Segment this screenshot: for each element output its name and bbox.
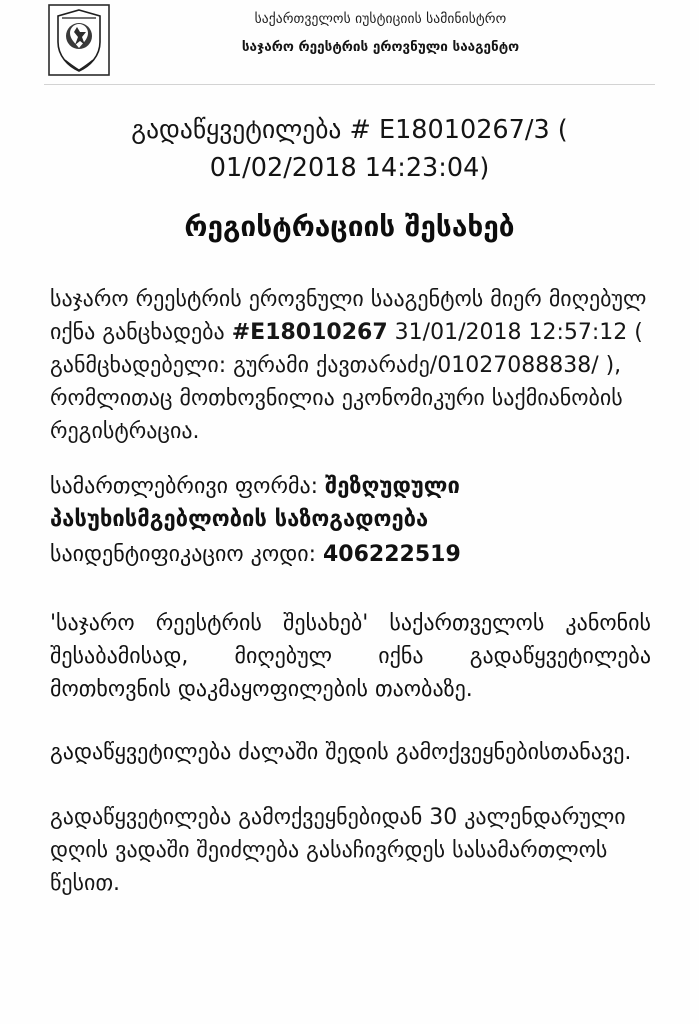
legal-form-row [50, 470, 651, 536]
intro-paragraph [50, 283, 651, 448]
intro-text-part-2: 31/01/2018 12:57:12 ( განმცხადებელი: გურამი ქავთარაძე/01027088838/ ), რომლითაც მოთხოვნილია ეკონომიკური საქმიანობის რეგისტრაცია. [50, 320, 643, 444]
agency-name: საჯარო რეესტრის ეროვნული სააგენტო [241, 39, 520, 55]
legal-form-value: შეზღუდული პასუხისმგებლობის საზოგადოება [50, 474, 460, 532]
document-body [50, 283, 651, 900]
document-subject: რეგისტრაციის შესახებ [184, 210, 515, 243]
force-paragraph-block [50, 736, 651, 769]
header-text-block [110, 4, 669, 57]
application-number: #E18010267 [231, 320, 388, 345]
identification-code-value: 406222519 [322, 542, 461, 567]
identification-code-row [50, 538, 651, 571]
appeal-paragraph-block [50, 801, 651, 900]
intro-text-part-1: საჯარო რეესტრის ეროვნული სააგენტოს მიერ მიღებულ იქნა განცხადება [50, 287, 647, 345]
legal-form-label: სამართლებრივი ფორმა: [50, 474, 326, 499]
appeal-paragraph: გადაწყვეტილება გამოქვეყნებიდან 30 კალენდარული დღის ვადაში შეიძლება გასაჩივრდეს სასამართლოს წესით. [50, 805, 626, 896]
decision-paragraph: 'საჯარო რეესტრის შესახებ' საქართველოს კანონის შესაბამისად, მიღებულ იქნა გადაწყვეტილება მოთხოვნის დაკმაყოფილების თაობაზე. [50, 611, 651, 702]
header-divider [44, 84, 655, 85]
ministry-name: საქართველოს იუსტიციის სამინისტრო [254, 11, 507, 27]
georgia-coat-of-arms-icon [48, 4, 110, 76]
force-paragraph: გადაწყვეტილება ძალაში შედის გამოქვეყნებისთანავე. [50, 740, 632, 765]
decision-number: გადაწყვეტილება # E18010267/3 ( 01/02/2018 14:23:04) [131, 115, 568, 183]
decision-paragraph-block [50, 607, 651, 706]
document-header [0, 0, 699, 76]
identification-code-label: საიდენტიფიკაციო კოდი: [50, 542, 323, 567]
